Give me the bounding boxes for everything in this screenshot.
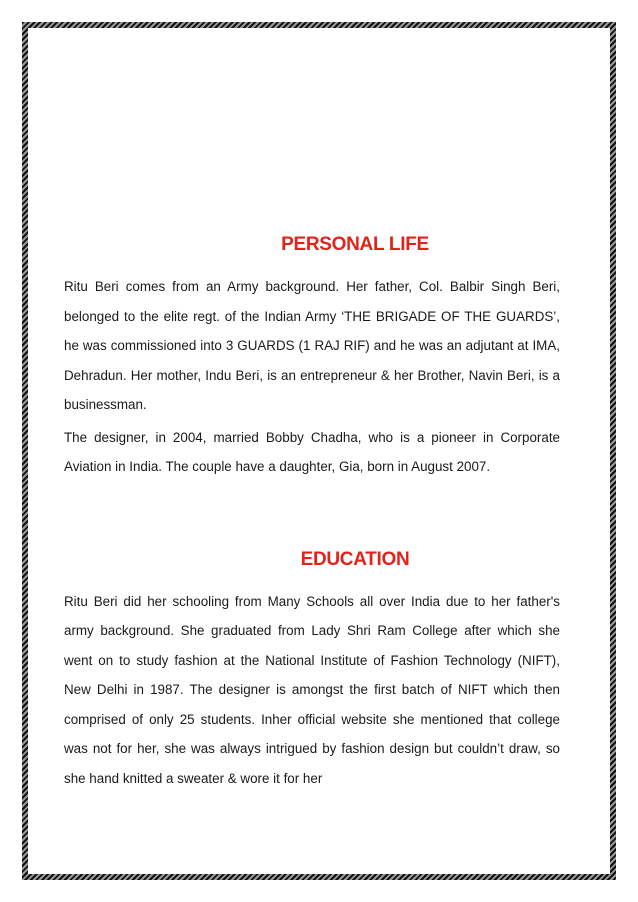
document-body bbox=[64, 234, 560, 796]
paragraph-marriage: The designer, in 2004, married Bobby Chadha, who is a pioneer in Corporate Aviation in India. The couple have a daughter, Gia, born in August 2007. bbox=[64, 429, 560, 474]
paragraph-family-background: Ritu Beri comes from an Army background. Her father, Col. Balbir Singh Beri, belonged to the elite regt. of the Indian Army ‘THE BRIGADE OF THE GUARDS’, he was commissioned into 3 GUARDS (1 RAJ RIF) and he was an adjutant at IMA, Dehradun. Her mother, Indu Beri, is an entrepreneur & her Brother, Navin Beri, is a businessman. bbox=[64, 279, 560, 412]
paragraph-education: Ritu Beri did her schooling from Many Schools all over India due to her father's army background. She graduated from Lady Shri Ram College after which she went on to study fashion at the National Institute of Fashion Technology (NIFT), New Delhi in 1987. The designer is amongst the first batch of NIFT which then comprised of only 25 students. Inher official website she mentioned that college was not for her, she was always intrigued by fashion design but couldn’t draw, so she hand knitted a sweater & wore it for her bbox=[64, 593, 560, 786]
section-spacer bbox=[64, 485, 560, 549]
section-heading-education: EDUCATION bbox=[300, 548, 410, 570]
section-heading-personal-life: PERSONAL LIFE bbox=[281, 234, 429, 255]
